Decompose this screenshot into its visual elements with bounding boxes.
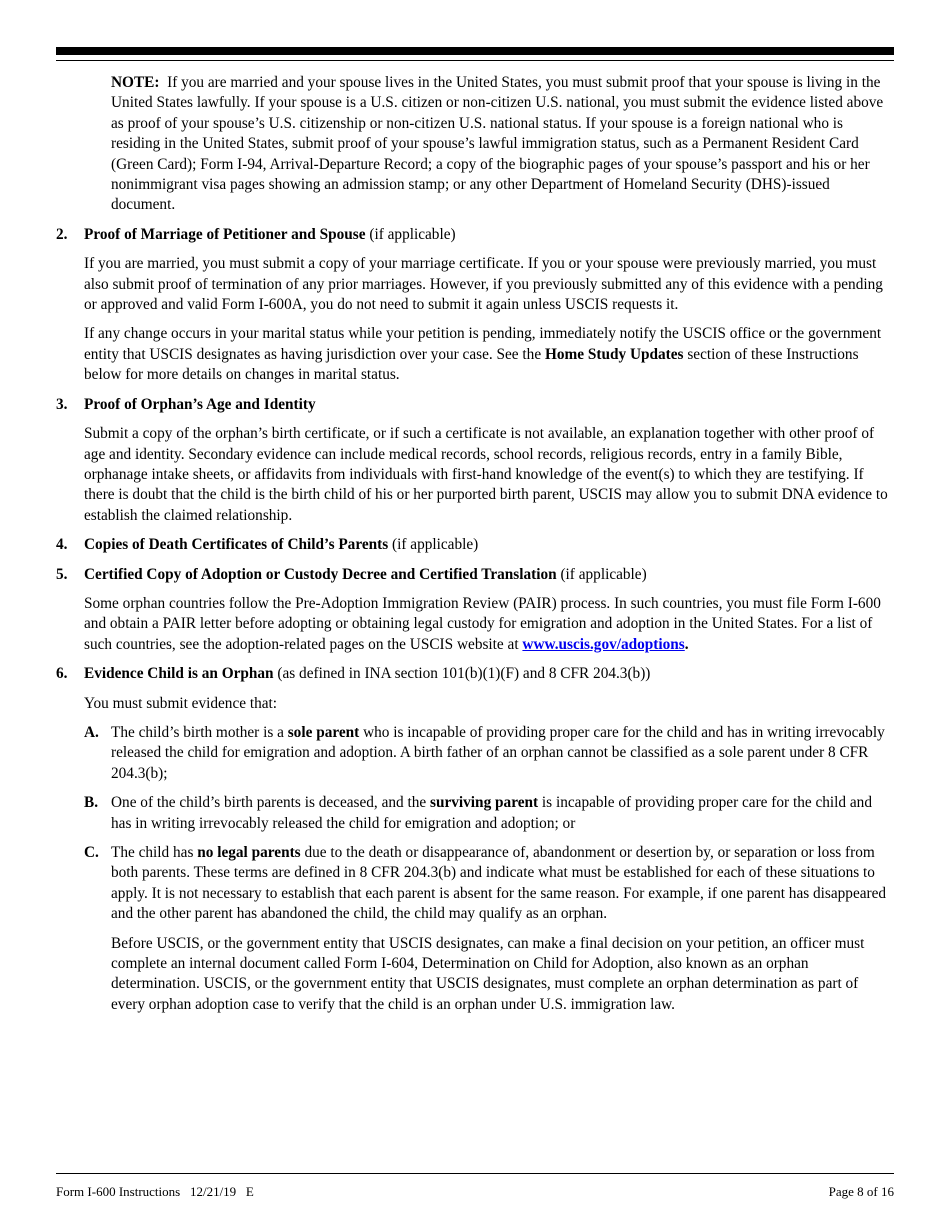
home-study-updates-ref: Home Study Updates: [544, 345, 684, 363]
item-5: [56, 565, 894, 585]
form-edition: Form I-600 Instructions 12/21/19 E: [56, 1184, 254, 1199]
item-number: 5.: [56, 565, 68, 583]
item-number: 2.: [56, 225, 68, 243]
item-number: 6.: [56, 665, 68, 683]
item-4: [56, 535, 894, 555]
text-run: section of these Instructions below for more details on changes in marital status.: [84, 345, 859, 384]
item-title: Certified Copy of Adoption or Custody Decree and Certified Translation: [84, 565, 557, 583]
spouse-note: [111, 73, 894, 216]
marriage-paragraph-2: [84, 324, 894, 385]
page-content: [56, 73, 894, 1024]
item-suffix: (if applicable): [556, 565, 647, 583]
page-footer: [56, 1182, 894, 1202]
text-run: The child has: [111, 844, 198, 861]
subitem-b: [84, 793, 894, 834]
text-run: The child’s birth mother is a: [111, 723, 288, 741]
subitem-letter: C.: [84, 844, 99, 861]
item-6: [56, 664, 894, 684]
text-run: If any change occurs in your marital status while your petition is pending, immediately notify the USCIS office or the government entity that USCIS designates as having jurisdiction over your case. See the: [84, 325, 882, 363]
text-run: due to the death or disappearance of, abandonment or desertion by, or separation or loss from both parents. These terms are defined in 8 CFR 204.3(b) and indicate what must be established for each of these situations to apply. It is not necessary to establish that each parent is absent for the same reason. For example, if one parent has disappeared and the other parent has abandoned the child, the child may qualify as an orphan.: [111, 844, 887, 923]
no-legal-parents-term: no legal parents: [197, 844, 301, 861]
item-number: 3.: [56, 395, 68, 413]
note-label: NOTE:: [111, 74, 160, 91]
footer-rule: [56, 1173, 894, 1174]
item-suffix: (if applicable): [365, 225, 456, 243]
item-title: Evidence Child is an Orphan: [84, 665, 274, 683]
item-suffix: (if applicable): [388, 536, 479, 554]
item-3: [56, 395, 894, 415]
sole-parent-term: sole parent: [287, 723, 360, 741]
item-title: Proof of Orphan’s Age and Identity: [84, 395, 316, 413]
pair-paragraph: [84, 594, 894, 655]
page-number: Page 8 of 16: [828, 1184, 894, 1199]
item-title: Proof of Marriage of Petitioner and Spouse: [84, 225, 366, 243]
item-title: Copies of Death Certificates of Child’s Parents: [84, 536, 389, 554]
orphan-evidence-intro: You must submit evidence that:: [84, 694, 278, 712]
text-run: Some orphan countries follow the Pre-Adoption Immigration Review (PAIR) process. In such countries, you must file Form I-600 and obtain a PAIR letter before adopting or obtaining legal custody for emigration and adoption in the United States. For a list of such countries, see the adoption-related pages on the USCIS website at: [84, 594, 881, 653]
header-thin-rule: [56, 60, 894, 61]
marriage-paragraph-1: If you are married, you must submit a copy of your marriage certificate. If you or your spouse were previously married, you must also submit proof of termination of any prior marriages. However, if you previously submitted any of this evidence with a pending or approved and valid Form I-600A, you do not need to submit it again unless USCIS requests it.: [84, 255, 883, 314]
item-suffix: (as defined in INA section 101(b)(1)(F) and 8 CFR 204.3(b)): [273, 665, 651, 683]
uscis-adoptions-link[interactable]: www.uscis.gov/adoptions: [522, 635, 685, 653]
item-number: 4.: [56, 536, 68, 554]
text-run: .: [684, 635, 689, 653]
note-text: If you are married and your spouse lives in the United States, you must submit proof that your spouse is living in the United States lawfully. If your spouse is a U.S. citizen or non-citizen U.S. national, you must submit the evidence listed above as proof of your spouse’s U.S. citizenship or non-citizen U.S. national status. If your spouse is a foreign national who is residing in the United States, submit proof of your spouse’s lawful immigration status, such as a Permanent Resident Card (Green Card); Form I-94, Arrival-Departure Record; a copy of the biographic pages of your spouse’s passport and his or her nonimmigrant visa pages showing an admission stamp; or any other Department of Homeland Security (DHS)-issued document.: [111, 74, 884, 214]
text-run: is incapable of providing proper care for the child and has in writing irrevocably released the child for emigration and adoption; or: [111, 794, 872, 832]
subitem-letter: B.: [84, 794, 99, 812]
text-run: One of the child’s birth parents is deceased, and the: [111, 794, 431, 812]
header-thick-rule: [56, 47, 894, 55]
subitem-c: [84, 843, 894, 925]
orphan-determination-paragraph: Before USCIS, or the government entity that USCIS designates, can make a final decision on your petition, an officer must complete an internal document called Form I-604, Determination on Child for Adoption, also known as an orphan determination. USCIS, or the government entity that USCIS designates, must complete an orphan determination as part of every orphan adoption case to verify that the child is an orphan under U.S. immigration law.: [111, 934, 865, 1013]
subitem-a: [84, 723, 894, 784]
text-run: who is incapable of providing proper care for the child and has in writing irrevocably released the child for emigration and adoption. A birth father of an orphan cannot be classified as a sole parent under 8 CFR 204.3(b);: [111, 723, 885, 782]
surviving-parent-term: surviving parent: [430, 794, 539, 812]
subitem-letter: A.: [84, 723, 99, 741]
item-2: [56, 225, 894, 245]
age-identity-paragraph: Submit a copy of the orphan’s birth certificate, or if such a certificate is not available, an explanation together with other proof of age and identity. Secondary evidence can include medical records, school records, religious records, entry in a family Bible, orphanage intake sheets, or affidavits from individuals with first-hand knowledge of the event(s) to which they are testifying. If there is doubt that the child is the birth child of his or her purported birth parent, USCIS may allow you to submit DNA evidence to establish the claimed relationship.: [84, 425, 888, 524]
